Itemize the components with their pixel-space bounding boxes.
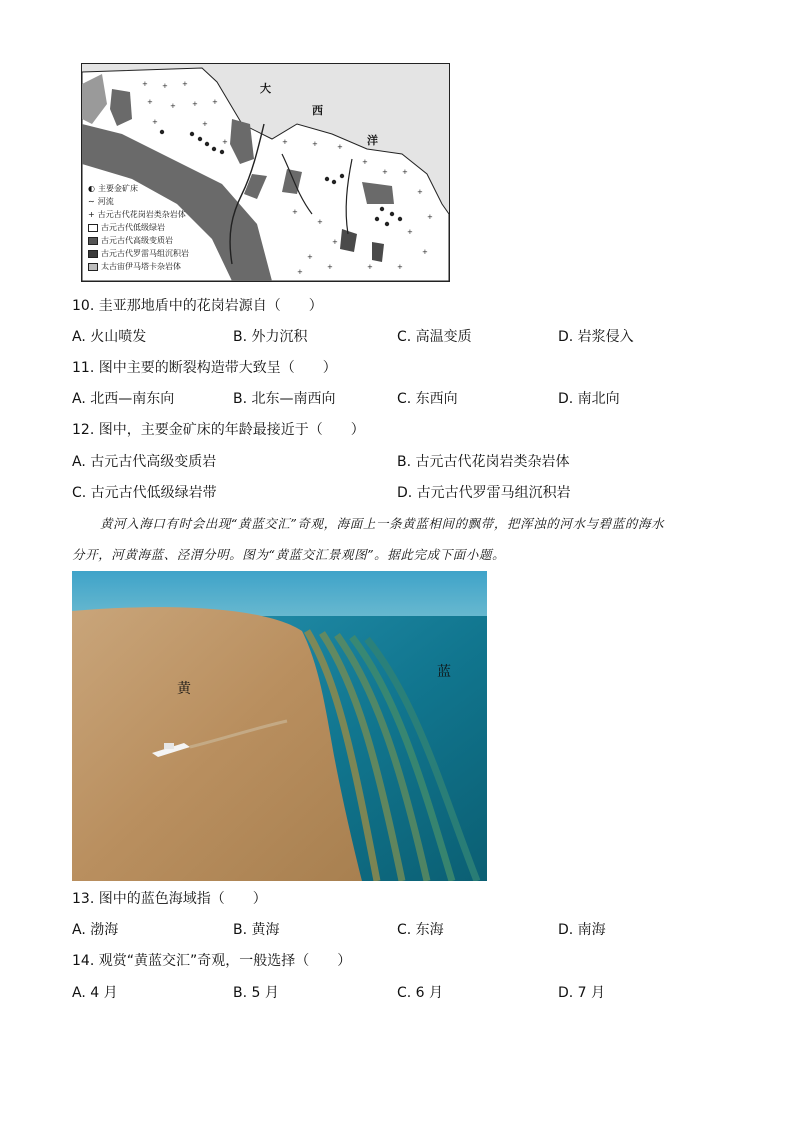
q10-option-a[interactable]: A. 火山喷发 [72, 329, 147, 345]
question-12-stem: 12. 图中，主要金矿床的年龄最接近于（ ） [72, 422, 365, 438]
svg-text:+: + [170, 102, 176, 110]
svg-text:+: + [282, 138, 288, 146]
swatch-gray-icon [88, 263, 98, 271]
plus-icon: + [88, 210, 95, 219]
q14-option-a[interactable]: A. 4 月 [72, 985, 118, 1001]
q13-option-d[interactable]: D. 南海 [558, 922, 606, 938]
svg-text:+: + [327, 263, 333, 271]
yellow-blue-photo-graphic [72, 571, 487, 881]
svg-text:+: + [382, 168, 388, 176]
legend-item-river: ∼ 河流 [88, 197, 114, 206]
svg-text:+: + [402, 168, 408, 176]
q10-option-c[interactable]: C. 高温变质 [397, 329, 472, 345]
svg-text:+: + [297, 268, 303, 276]
svg-text:+: + [332, 238, 338, 246]
passage-line-1: 黄河入海口有时会出现“黄蓝交汇”奇观，海面上一条黄蓝相间的飘带，把浑浊的河水与碧蓝的海水 [100, 516, 665, 531]
q11-option-d[interactable]: D. 南北向 [558, 391, 620, 407]
photo-label-yellow: 黄 [177, 681, 191, 697]
legend-item-imataca: 太古宙伊马塔卡杂岩体 [88, 260, 189, 273]
svg-text:+: + [362, 158, 368, 166]
q11-option-b[interactable]: B. 北东—南西向 [233, 391, 336, 407]
svg-text:+: + [182, 80, 188, 88]
river-line-icon: ∼ [88, 197, 95, 206]
svg-text:+: + [317, 218, 323, 226]
gold-deposit-icon: ◐ [88, 184, 95, 193]
svg-text:+: + [192, 100, 198, 108]
svg-text:+: + [427, 213, 433, 221]
swatch-white-icon [88, 224, 98, 232]
q11-option-a[interactable]: A. 北西—南东向 [72, 391, 175, 407]
svg-text:+: + [292, 208, 298, 216]
q11-option-c[interactable]: C. 东西向 [397, 391, 458, 407]
ocean-label-yang: 洋 [367, 134, 378, 147]
question-11-stem: 11. 图中主要的断裂构造带大致呈（ ） [72, 360, 337, 376]
svg-text:+: + [417, 188, 423, 196]
svg-text:+: + [142, 80, 148, 88]
q12-option-c[interactable]: C. 古元古代低级绿岩带 [72, 485, 217, 501]
passage-line-2: 分开，河黄海蓝、泾渭分明。图为“黄蓝交汇景观图”。据此完成下面小题。 [72, 547, 506, 562]
svg-text:+: + [367, 263, 373, 271]
q10-option-b[interactable]: B. 外力沉积 [233, 329, 308, 345]
legend-item-roraima: 古元古代罗雷马组沉积岩 [88, 247, 189, 260]
question-10-stem: 10. 圭亚那地盾中的花岗岩源自（ ） [72, 298, 323, 314]
svg-text:+: + [312, 140, 318, 148]
q13-option-a[interactable]: A. 渤海 [72, 922, 119, 938]
svg-text:+: + [307, 253, 313, 261]
q13-option-c[interactable]: C. 东海 [397, 922, 444, 938]
swatch-darker-icon [88, 250, 98, 258]
svg-text:+: + [407, 228, 413, 236]
svg-text:+: + [397, 263, 403, 271]
map-legend [88, 182, 189, 273]
question-14-stem: 14. 观赏“黄蓝交汇”奇观，一般选择（ ） [72, 953, 352, 969]
legend-item-metamorphic: 古元古代高级变质岩 [88, 234, 189, 247]
question-13-stem: 13. 图中的蓝色海域指（ ） [72, 891, 267, 907]
q12-option-a[interactable]: A. 古元古代高级变质岩 [72, 454, 217, 470]
svg-text:+: + [212, 98, 218, 106]
ocean-label-da: 大 [260, 82, 271, 95]
q12-option-d[interactable]: D. 古元古代罗雷马组沉积岩 [397, 485, 571, 501]
legend-item-granite: + 古元古代花岗岩类杂岩体 [88, 210, 186, 219]
legend-item-gold: ◐ 主要金矿床 [88, 184, 138, 193]
q13-option-b[interactable]: B. 黄海 [233, 922, 280, 938]
swatch-dark-icon [88, 237, 98, 245]
yellow-blue-photo [72, 571, 487, 881]
q12-option-b[interactable]: B. 古元古代花岗岩类杂岩体 [397, 454, 570, 470]
svg-text:+: + [337, 143, 343, 151]
q14-option-c[interactable]: C. 6 月 [397, 985, 444, 1001]
svg-text:+: + [152, 118, 158, 126]
svg-text:+: + [422, 248, 428, 256]
q14-option-b[interactable]: B. 5 月 [233, 985, 279, 1001]
q10-option-d[interactable]: D. 岩浆侵入 [558, 329, 634, 345]
svg-text:+: + [147, 98, 153, 106]
photo-label-blue: 蓝 [437, 664, 451, 680]
geology-map [81, 63, 450, 282]
q14-option-d[interactable]: D. 7 月 [558, 985, 606, 1001]
legend-item-greenstone: 古元古代低级绿岩 [88, 221, 189, 234]
svg-text:+: + [202, 120, 208, 128]
ocean-label-xi: 西 [312, 104, 323, 117]
svg-text:+: + [162, 82, 168, 90]
svg-text:+: + [222, 138, 228, 146]
